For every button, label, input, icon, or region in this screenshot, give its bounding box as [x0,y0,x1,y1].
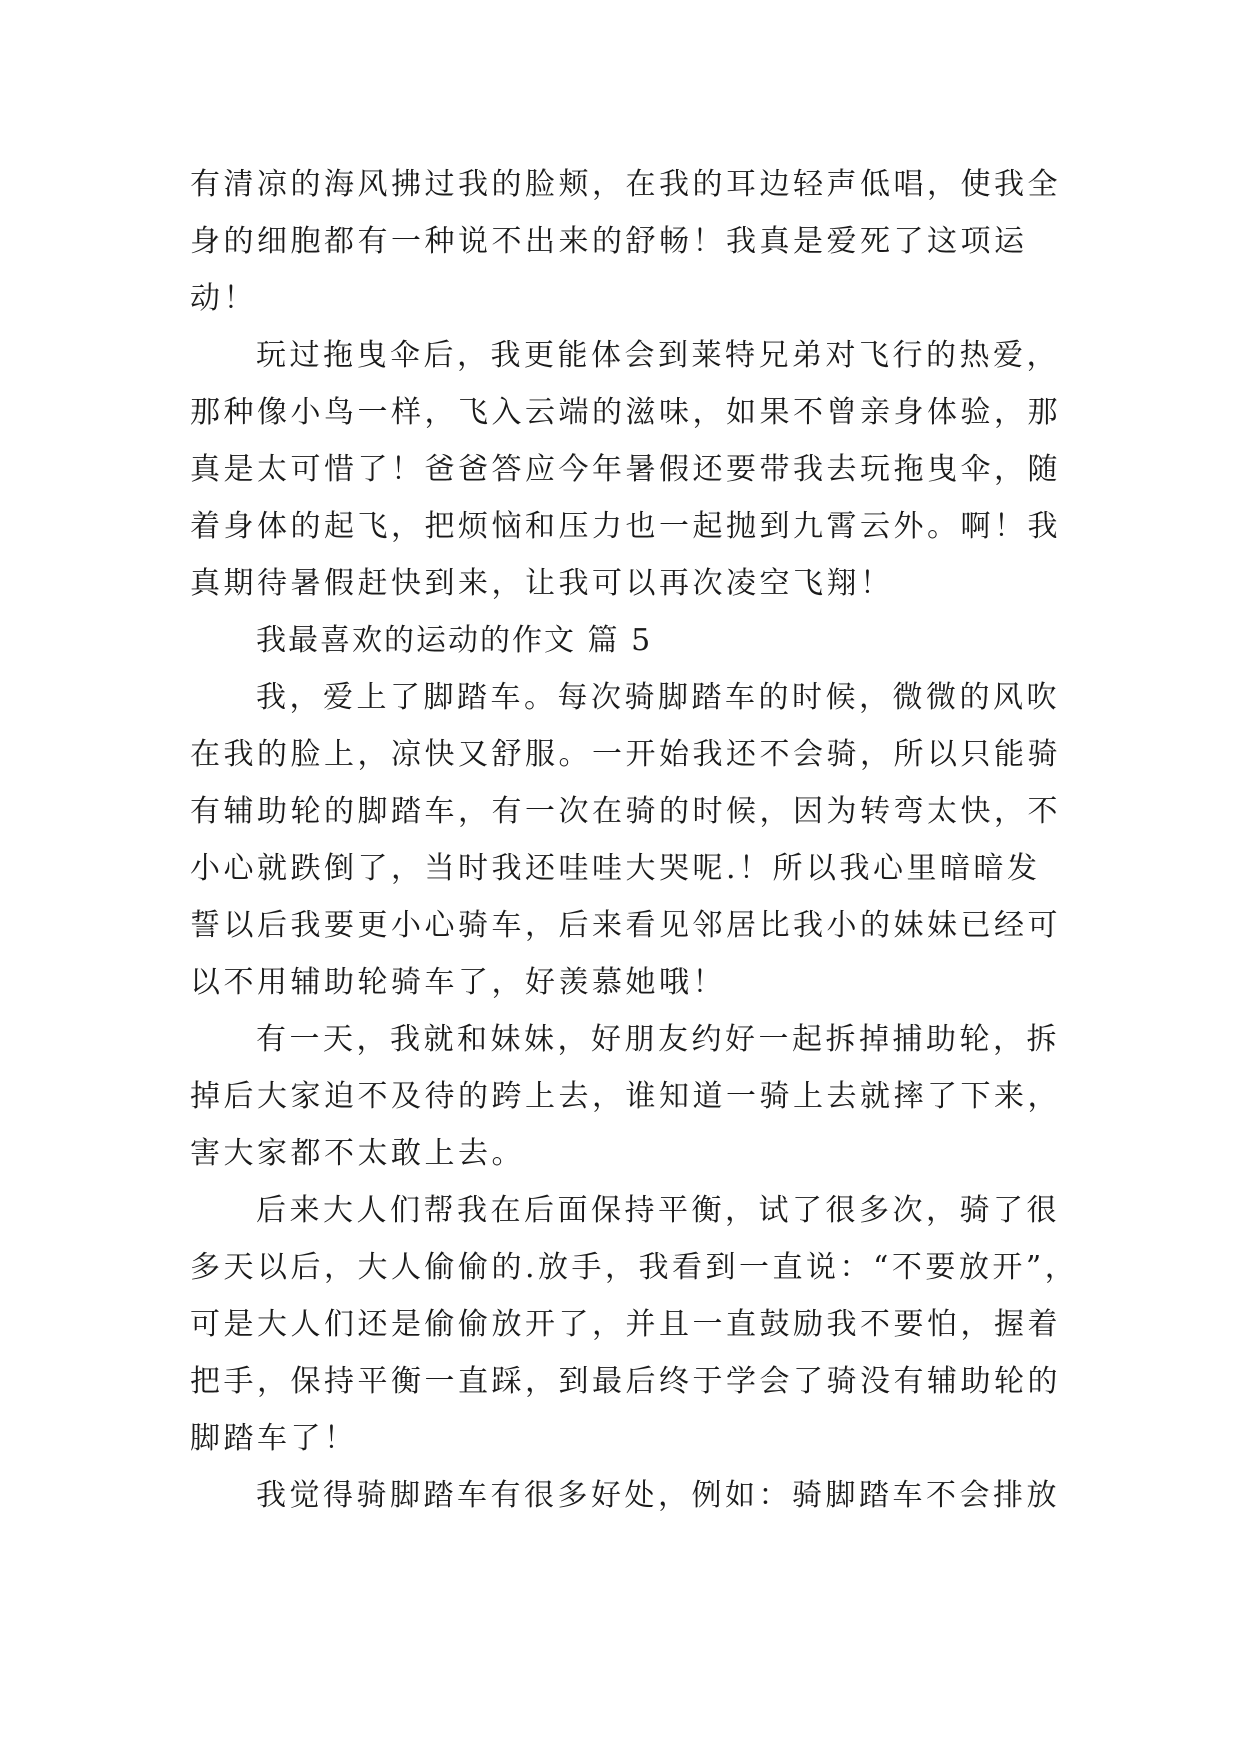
text-line: 真期待暑假赶快到来，让我可以再次凌空飞翔！ [190,566,894,601]
text-line: 掉后大家迫不及待的跨上去，谁知道一骑上去就摔了下来， [190,1079,1061,1114]
text-line: 着身体的起飞，把烦恼和压力也一起抛到九霄云外。啊！我 [190,509,1061,544]
text-line: 那种像小鸟一样，飞入云端的滋味，如果不曾亲身体验，那 [190,395,1061,430]
document-page [190,156,1079,1524]
text-line: 在我的脸上，凉快又舒服。一开始我还不会骑，所以只能骑 [190,737,1061,772]
text-line: 动！ [190,281,257,316]
text-line: 真是太可惜了！爸爸答应今年暑假还要带我去玩拖曳伞，随 [190,452,1061,487]
paragraph-start: 我，爱上了脚踏车。每次骑脚踏车的时候，微微的风吹 [256,680,1060,715]
text-line: 誓以后我要更小心骑车，后来看见邻居比我小的妹妹已经可 [190,908,1061,943]
text-line: 多天以后，大人偷偷的.放手，我看到一直说：“不要放开”， [190,1250,1079,1285]
text-line: 害大家都不太敢上去。 [190,1136,525,1171]
text-line: 可是大人们还是偷偷放开了，并且一直鼓励我不要怕，握着 [190,1307,1061,1342]
text-line: 身的细胞都有一种说不出来的舒畅！我真是爱死了这项运 [190,224,1028,259]
text-line: 脚踏车了！ [190,1421,358,1456]
text-line: 有辅助轮的脚踏车，有一次在骑的时候，因为转弯太快，不 [190,794,1061,829]
text-line: 有清凉的海风拂过我的脸颊，在我的耳边轻声低唱，使我全 [190,167,1061,202]
text-line: 小心就跌倒了，当时我还哇哇大哭呢.！所以我心里暗暗发 [190,851,1041,886]
paragraph-start: 后来大人们帮我在后面保持平衡，试了很多次，骑了很 [256,1193,1060,1228]
text-line: 把手，保持平衡一直踩，到最后终于学会了骑没有辅助轮的 [190,1364,1061,1399]
section-heading: 我最喜欢的运动的作文 篇 5 [256,623,653,658]
paragraph-start: 我觉得骑脚踏车有很多好处，例如：骑脚踏车不会排放 [256,1478,1060,1513]
paragraph-start: 有一天，我就和妹妹，好朋友约好一起拆掉捕助轮，拆 [256,1022,1060,1057]
text-line: 以不用辅助轮骑车了，好羡慕她哦！ [190,965,726,1000]
paragraph-start: 玩过拖曳伞后，我更能体会到莱特兄弟对飞行的热爱， [256,338,1060,373]
